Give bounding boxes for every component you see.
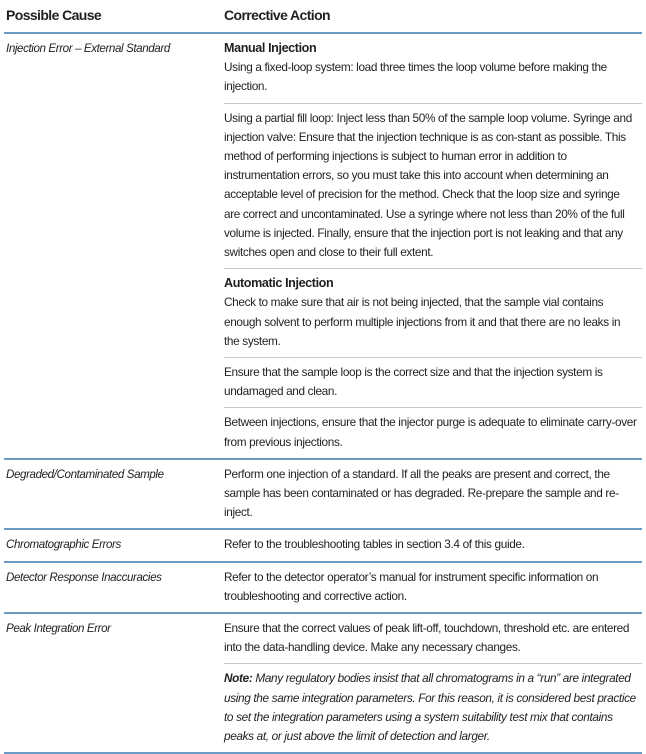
cause-text: Injection Error – External Standard xyxy=(6,42,170,55)
action-text: Using a fixed-loop system: load three times the loop volume before making the injection. xyxy=(224,60,607,94)
action-text: Refer to the troubleshooting tables in section 3.4 of this guide. xyxy=(224,537,525,552)
table-row xyxy=(4,614,642,754)
header-cell-action xyxy=(224,7,642,25)
troubleshooting-table xyxy=(4,0,642,754)
action-block xyxy=(224,460,642,529)
action-block xyxy=(224,530,642,560)
note-block xyxy=(224,664,642,752)
actions-cell xyxy=(224,460,642,529)
cause-cell xyxy=(4,34,224,458)
cause-cell xyxy=(4,614,224,752)
actions-cell xyxy=(224,614,642,752)
header-corrective-action: Corrective Action xyxy=(224,7,330,23)
header-cell-cause xyxy=(4,7,224,25)
action-block xyxy=(224,358,642,408)
action-block xyxy=(224,269,642,358)
action-subheading: Automatic Injection xyxy=(224,276,334,291)
action-block xyxy=(224,614,642,664)
table-header xyxy=(4,0,642,34)
cause-cell xyxy=(4,530,224,560)
action-text: Check to make sure that air is not being injected, that the sample vial contains enough solvent to perform multiple injections from it and that there are no leaks in the system. xyxy=(224,295,621,348)
actions-cell xyxy=(224,563,642,612)
table-row xyxy=(4,530,642,562)
action-text: Using a partial fill loop: Inject less than 50% of the sample loop volume. Syringe and injection valve: Ensure that the injection technique is as con-stant as possible. This method of performing injections is subject to human error in addition to instrumentation errors, so you must take this into account when determining an acceptable level of precision for the method. Check that the loop size and syringe are correct and uncontaminated. Use a syringe where not less than 20% of the full volume is injected. Finally, ensure that the injection port is not leaking and that any switches open and close to their full extent. xyxy=(224,110,632,260)
table-row xyxy=(4,563,642,614)
action-text: Between injections, ensure that the injector purge is adequate to eliminate carry-over from previous injections. xyxy=(224,415,637,449)
cause-text: Chromatographic Errors xyxy=(6,538,121,552)
header-possible-cause: Possible Cause xyxy=(6,7,102,23)
cause-text: Peak Integration Error xyxy=(6,622,111,636)
note-label: Note: xyxy=(224,671,253,686)
note-text: Many regulatory bodies insist that all chromatograms in a “run” are integrated using the same integration parameters. For this reason, it is considered best practice to set the integration parameters using a system suitability test mix that contains peaks at, or just above the limit of detection and larger. xyxy=(224,671,636,744)
action-block xyxy=(224,563,642,612)
action-block xyxy=(224,34,642,104)
action-text: Ensure that the sample loop is the correct size and that the injection system is undamaged and clean. xyxy=(224,365,603,399)
action-subheading: Manual Injection xyxy=(224,41,317,55)
cause-cell xyxy=(4,460,224,529)
cause-text: Degraded/Contaminated Sample xyxy=(6,467,164,481)
table-row xyxy=(4,34,642,460)
cause-cell xyxy=(4,563,224,612)
cause-text: Detector Response Inaccuracies xyxy=(6,570,162,584)
action-text: Refer to the detector operator’s manual for instrument specific information on troubleshooting and corrective action. xyxy=(224,569,599,603)
action-text: Perform one injection of a standard. If all the peaks are present and correct, the sample has been contaminated or has degraded. Re-prepare the sample and re-inject. xyxy=(224,466,619,520)
table-row xyxy=(4,460,642,531)
action-block xyxy=(224,104,642,270)
action-text: Ensure that the correct values of peak lift-off, touchdown, threshold etc. are entered into the data-handling device. Make any necessary changes. xyxy=(224,621,630,655)
action-block xyxy=(224,408,642,457)
actions-cell xyxy=(224,530,642,560)
actions-cell xyxy=(224,34,642,458)
